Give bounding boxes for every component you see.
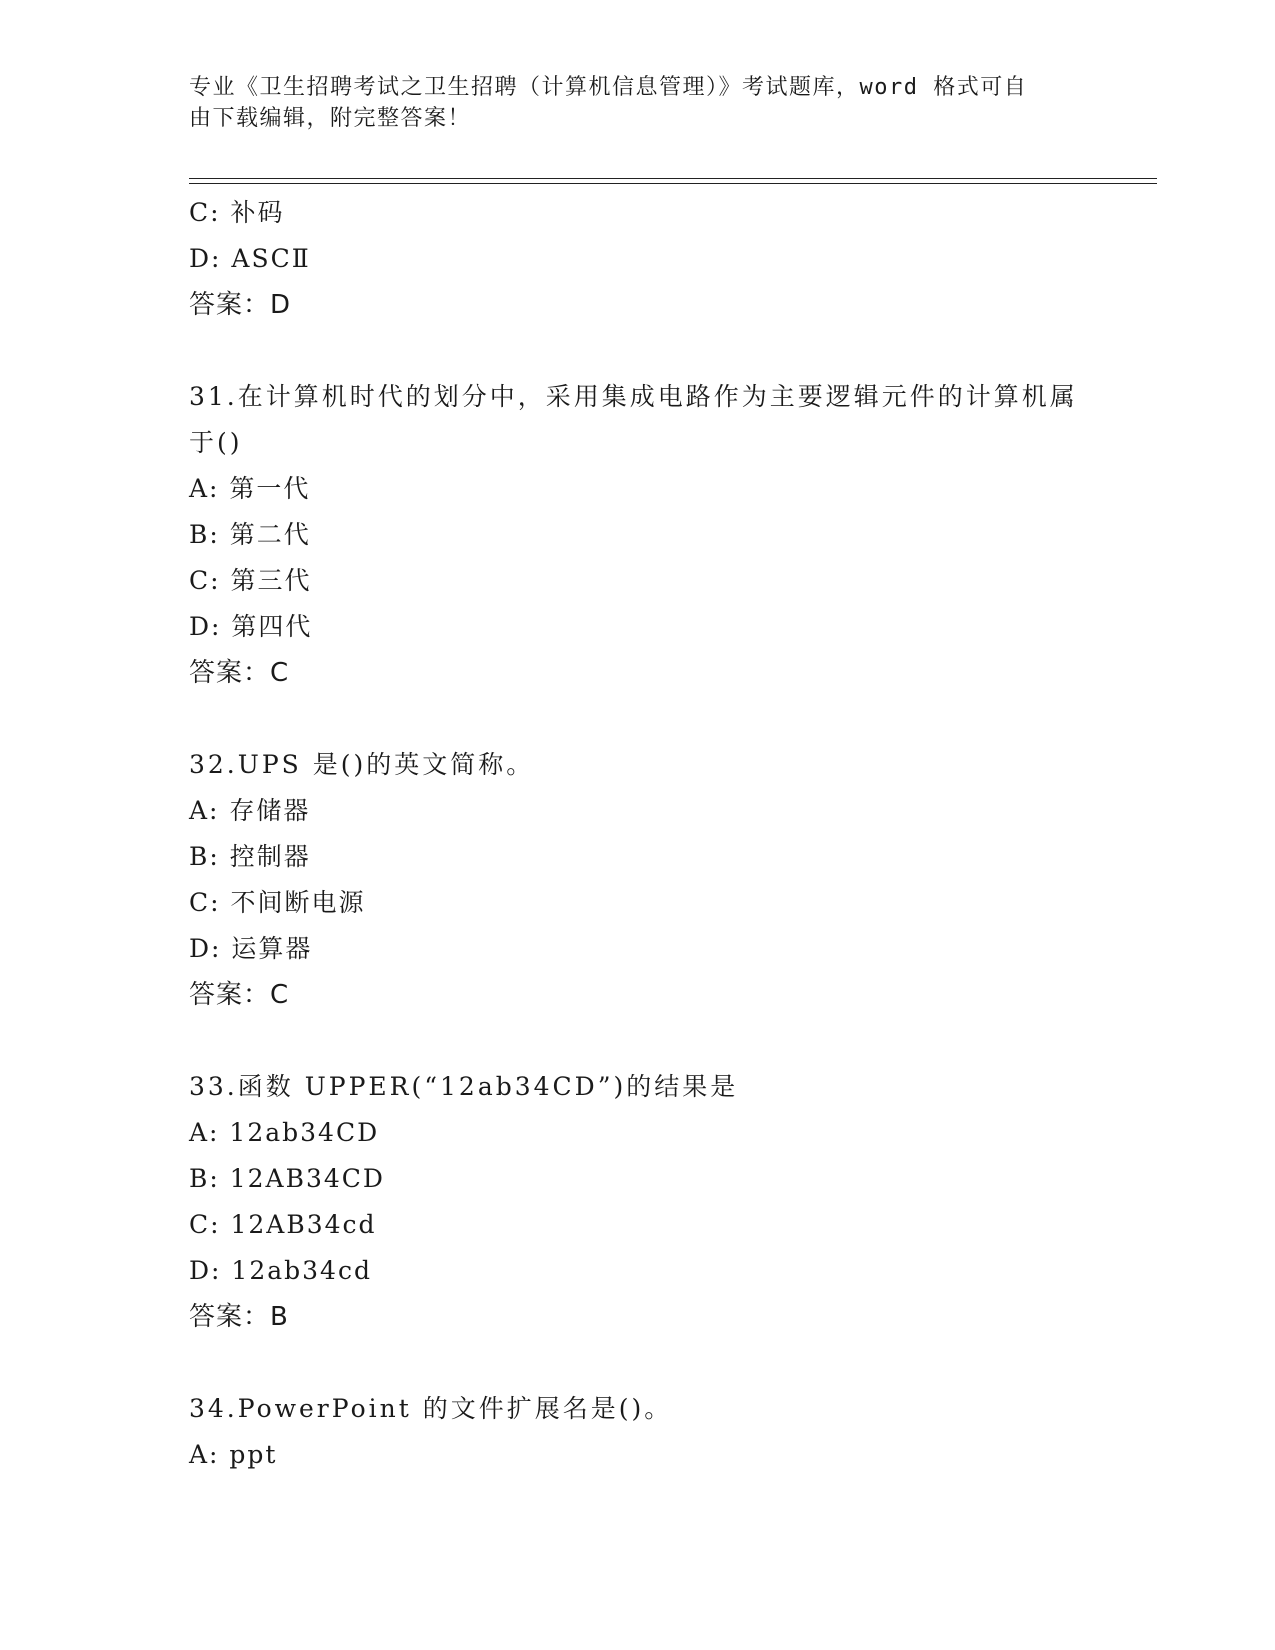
spacer [189, 696, 1089, 742]
option-b: B: 12AB34CD [189, 1164, 385, 1193]
header-divider-bottom [189, 183, 1157, 184]
spacer [189, 1018, 1089, 1064]
option-c: C: 不间断电源 [189, 888, 366, 917]
option-c: C: 12AB34cd [189, 1210, 377, 1239]
answer-line: 答案：D [189, 290, 292, 320]
question-stem: 32.UPS 是()的英文简称。 [189, 750, 535, 779]
option-c: C: 第三代 [189, 566, 312, 595]
header-divider-top [189, 178, 1157, 179]
question-30-partial [189, 190, 1089, 328]
option-d: D: 第四代 [189, 612, 313, 641]
question-32 [189, 742, 1089, 1018]
option-a: A: 存储器 [189, 796, 311, 825]
option-d: D: 运算器 [189, 934, 313, 963]
question-stem: 33.函数 UPPER(“12ab34CD”)的结果是 [189, 1072, 739, 1101]
option-a: A: 12ab34CD [189, 1118, 380, 1147]
header-line-2: 由下载编辑，附完整答案！ [189, 106, 472, 131]
option-a: A: ppt [189, 1440, 278, 1469]
option-c: C: 补码 [189, 198, 285, 227]
option-b: B: 控制器 [189, 842, 311, 871]
question-content [189, 190, 1089, 1478]
question-33 [189, 1064, 1089, 1340]
answer-line: 答案：C [189, 980, 290, 1010]
answer-line: 答案：C [189, 658, 290, 688]
option-d: D: 12ab34cd [189, 1256, 372, 1285]
spacer [189, 328, 1089, 374]
option-a: A: 第一代 [189, 474, 311, 503]
document-header [189, 72, 1069, 134]
question-34 [189, 1386, 1089, 1478]
question-stem: 34.PowerPoint 的文件扩展名是()。 [189, 1394, 673, 1423]
question-stem: 31.在计算机时代的划分中，采用集成电路作为主要逻辑元件的计算机属于() [189, 382, 1078, 457]
header-line-1: 专业《卫生招聘考试之卫生招聘（计算机信息管理）》考试题库，word 格式可自 [189, 75, 1028, 100]
option-b: B: 第二代 [189, 520, 311, 549]
spacer [189, 1340, 1089, 1386]
answer-line: 答案：B [189, 1302, 289, 1332]
question-31 [189, 374, 1089, 696]
option-d: D: ASCⅡ [189, 244, 311, 273]
